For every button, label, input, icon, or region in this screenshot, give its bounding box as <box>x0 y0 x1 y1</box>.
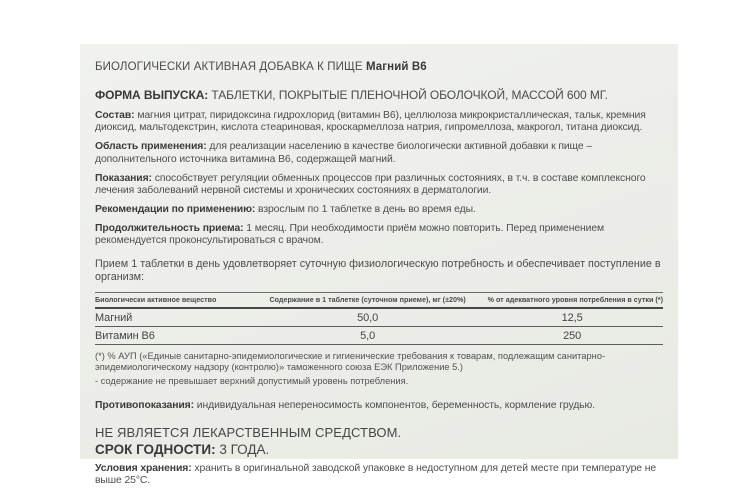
section-recommendations <box>95 204 663 216</box>
section-duration-label: Продолжительность приема: <box>95 222 244 234</box>
section-contraindications <box>95 400 663 412</box>
section-application-area-label: Область применения: <box>95 141 207 153</box>
header-adequate-intake-percent: % от адекватного уровня потребления в сутки (*) <box>481 292 663 308</box>
section-composition <box>95 110 663 135</box>
release-form-label: ФОРМА ВЫПУСКА: <box>95 88 209 102</box>
intake-note: Прием 1 таблетки в день удовлетворяет суточную физиологическую потребность и обеспечивает поступление в организм: <box>95 257 661 283</box>
label-content <box>80 44 678 488</box>
nutrients-table-body <box>95 308 663 345</box>
section-application-area <box>95 141 663 166</box>
section-indications-label: Показания: <box>95 172 152 184</box>
section-contraindications-label: Противопоказания: <box>95 399 194 411</box>
storage-conditions <box>95 463 663 488</box>
release-form <box>95 88 663 102</box>
storage-conditions-text: хранить в оригинальной заводской упаковке в недоступном для детей месте при температуре не выше 25°С. <box>95 463 657 487</box>
magnesium-percent: 12,5 <box>481 308 663 327</box>
vitamin-b6-content: 5,0 <box>254 326 481 344</box>
shelf-life <box>95 442 663 457</box>
footnote-upper-limit: - содержание не превышает верхний допустимый уровень потребления. <box>95 375 409 386</box>
section-duration <box>95 223 663 248</box>
supplement-label-card <box>80 44 678 487</box>
nutrients-table <box>95 292 663 345</box>
section-duration-text: 1 месяц. При необходимости приём можно повторить. Перед применением рекомендуется проконсультироваться с врачом. <box>95 222 605 247</box>
not-medicine-statement: НЕ ЯВЛЯЕТСЯ ЛЕКАРСТВЕННЫМ СРЕДСТВОМ. <box>95 425 402 441</box>
magnesium-name: Магний <box>95 308 254 327</box>
product-name: Магний В6 <box>365 61 427 73</box>
header-content-per-tablet: Содержание в 1 таблетке (суточном приеме), мг (±20%) <box>254 292 481 308</box>
section-contraindications-text: индивидуальная непереносимость компонентов, беременность, кормление грудью. <box>196 399 595 411</box>
title-prefix: БИОЛОГИЧЕСКИ АКТИВНАЯ ДОБАВКА К ПИЩЕ <box>95 61 363 73</box>
storage-conditions-label: Условия хранения: <box>95 463 192 475</box>
header-active-substance: Биологически активное вещество <box>95 292 254 308</box>
table-row-magnesium <box>95 308 663 327</box>
magnesium-content: 50,0 <box>254 308 481 327</box>
release-form-text: ТАБЛЕТКИ, ПОКРЫТЫЕ ПЛЕНОЧНОЙ ОБОЛОЧКОЙ, МАССОЙ 600 МГ. <box>211 88 608 102</box>
nutrients-header-row <box>95 292 663 308</box>
shelf-life-text: 3 ГОДА. <box>219 442 270 458</box>
section-application-area-text: для реализации населению в качестве биологически активной добавки к пище – дополнительного источника витамина В6, содержащей магний. <box>95 141 593 165</box>
footnote-aup: (*) % АУП («Единые санитарно-эпидемиологические и гигиенические требования к товарам, подлежащим санитарно-эпидемиологическому надзору (контролю)» таможенного союза ЕЭК Приложение 5.) <box>95 350 606 372</box>
section-indications-text: способствует регуляции обменных процессов при различных состояниях, в т.ч. в составе комплексного лечения заболеваний нервной системы и хронических состояниях в дерматологии. <box>95 172 646 197</box>
section-composition-text: магния цитрат, пиридоксина гидрохлорид (витамин В6), целлюлоза микрокристаллическая, тальк, кремния диоксид, мальтодекстрин, кислота стеариновая, кроскармеллоза натрия, гипромеллоза, макрогол, титана диоксид. <box>95 110 646 134</box>
section-composition-label: Состав: <box>95 110 135 121</box>
nutrients-table-head <box>95 292 663 308</box>
shelf-life-label: СРОК ГОДНОСТИ: <box>95 442 216 458</box>
section-recommendations-label: Рекомендации по применению: <box>95 203 256 215</box>
table-row-vitamin-b6 <box>95 326 663 344</box>
section-indications <box>95 173 663 198</box>
vitamin-b6-percent: 250 <box>481 326 663 344</box>
section-recommendations-text: взрослым по 1 таблетке в день во время еды. <box>258 203 476 215</box>
vitamin-b6-name: Витамин В6 <box>95 326 254 344</box>
product-title <box>95 61 663 73</box>
